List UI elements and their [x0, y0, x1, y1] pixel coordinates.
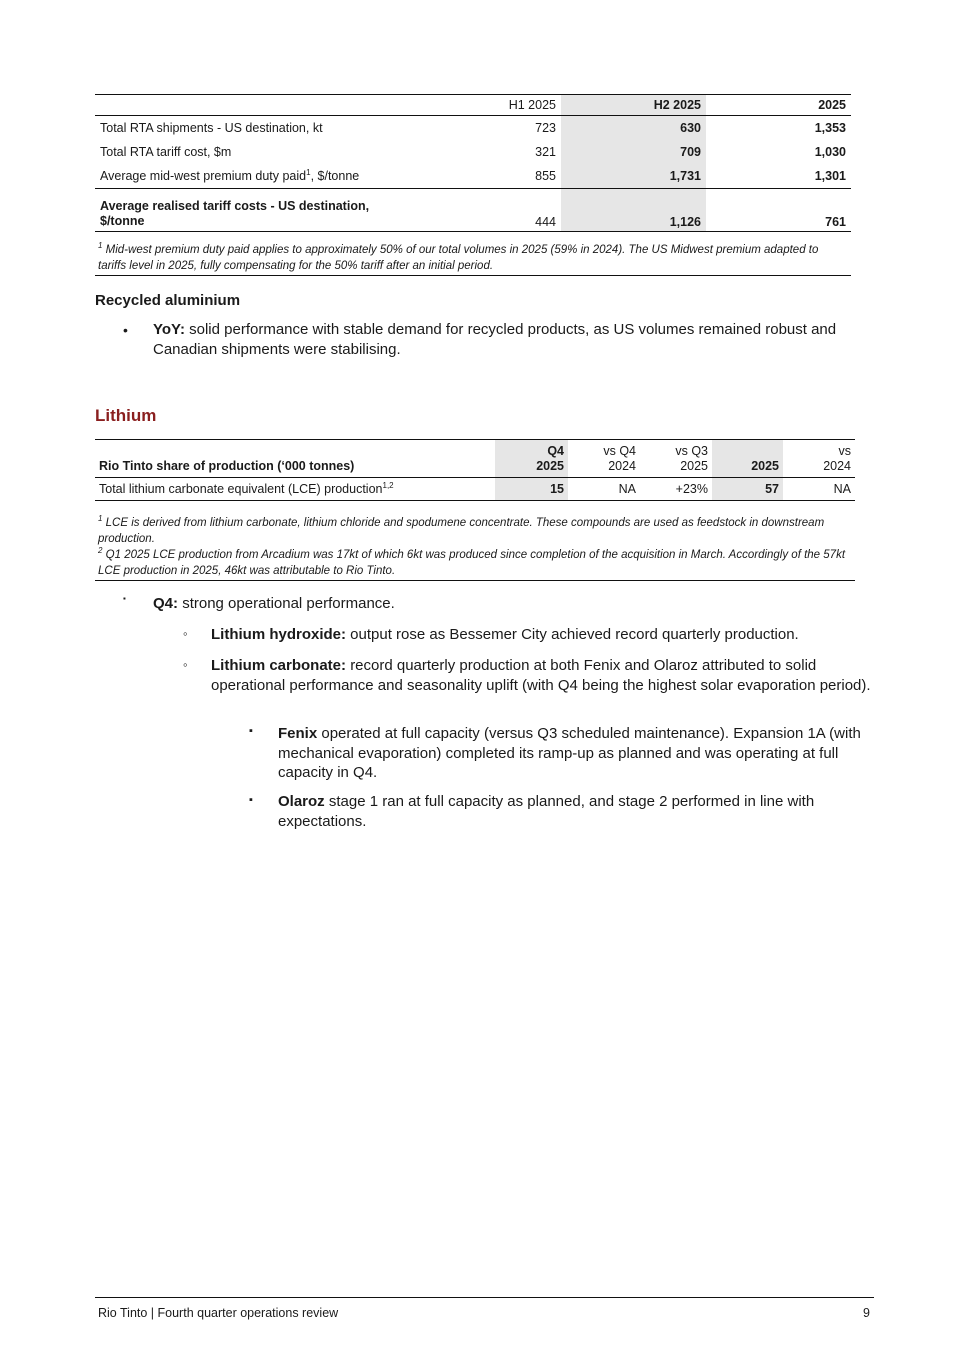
col-line2: 2025: [536, 459, 564, 473]
cell-vs-2024: NA: [783, 478, 855, 501]
row-label-line1: Average realised tariff costs - US destination,: [100, 199, 370, 213]
item-label: Lithium carbonate:: [211, 657, 347, 674]
tariff-footnote: [95, 232, 851, 276]
tariff-header-h2: H2 2025: [561, 95, 706, 116]
item-text: record quarterly production at both Fenix and Olaroz attributed to solid operational performance and seasonality uplift (with Q4 being the highest solar evaporation period).: [211, 657, 871, 694]
col-line2: 2024: [608, 459, 636, 473]
lithium-header-row: [95, 440, 855, 478]
row-label: [95, 189, 415, 232]
sub-bullet-marker: ◦: [183, 626, 188, 641]
cell-vs-q4-2024: NA: [568, 478, 640, 501]
tariff-table: [95, 94, 851, 276]
lithium-footnotes: [95, 515, 855, 581]
col-line2: 2025: [751, 459, 779, 473]
item-label: Lithium hydroxide:: [211, 626, 346, 643]
table-row: [95, 189, 851, 232]
cell-h2: 630: [561, 116, 706, 141]
olaroz-item: [278, 792, 873, 831]
row-label: [95, 164, 415, 189]
col-vs-2024: [783, 440, 855, 478]
footnote-ref: 1: [306, 167, 311, 177]
cell-h2: 1,731: [561, 164, 706, 189]
footnote-2: [98, 547, 852, 579]
cell-2025: 57: [712, 478, 783, 501]
cell-vs-q3-2025: +23%: [640, 478, 712, 501]
col-vs-q4-2024: [568, 440, 640, 478]
col-line2: 2025: [680, 459, 708, 473]
cell-fy: 1,353: [814, 121, 846, 135]
col-line1: vs Q3: [675, 444, 708, 458]
item-label: Olaroz: [278, 793, 325, 810]
item-text: stage 1 ran at full capacity as planned, and stage 2 performed in line with expectations.: [278, 793, 815, 830]
sub-sub-bullet-marker: ▪: [249, 725, 253, 737]
item-text: output rose as Bessemer City achieved record quarterly production.: [350, 626, 799, 643]
footnote-text: LCE is derived from lithium carbonate, lithium chloride and spodumene concentrate. These compounds are used as feedstock in downstream production.: [98, 517, 825, 545]
item-label: Q4:: [153, 595, 179, 612]
lithium-table-grid: [95, 439, 855, 501]
table-row: [95, 116, 851, 141]
item-label: Fenix: [278, 725, 318, 742]
bullet-marker: •: [123, 322, 128, 338]
lithium-row-header: Rio Tinto share of production (‘000 tonnes): [95, 440, 495, 478]
cell-fy: 1,301: [814, 169, 846, 183]
recycled-item: [153, 320, 868, 359]
item-text: operated at full capacity (versus Q3 scheduled maintenance). Expansion 1A (with mechanical evaporation) completed its ramp-up as planned and was operating at full capacity in Q4.: [278, 725, 861, 781]
table-row: [95, 478, 855, 501]
cell-h1: 723: [535, 121, 556, 135]
q4-item: [153, 594, 868, 614]
row-label: [95, 478, 495, 501]
recycled-heading: Recycled aluminium: [95, 292, 241, 309]
col-line1: Q4: [547, 444, 564, 458]
tariff-table-grid: [95, 94, 851, 232]
item-text: solid performance with stable demand for recycled products, as US volumes remained robust and Canadian shipments were stabilising.: [153, 321, 837, 358]
carbonate-item: [211, 656, 871, 695]
col-2025: [712, 440, 783, 478]
item-label: YoY:: [153, 321, 185, 338]
footnote-1: [98, 515, 852, 547]
cell-h1: 321: [535, 145, 556, 159]
row-label: Total RTA tariff cost, $m: [100, 145, 232, 159]
row-label-unit: , $/tonne: [310, 169, 360, 183]
footnote-ref: 1,2: [382, 480, 394, 490]
row-label-text: Total lithium carbonate equivalent (LCE) production: [99, 482, 383, 496]
cell-h1: 855: [535, 169, 556, 183]
cell-fy: 1,030: [814, 145, 846, 159]
lithium-table: [95, 439, 855, 581]
row-label-line2: $/tonne: [100, 214, 145, 228]
page-number: 9: [863, 1306, 870, 1320]
bullet-marker: ▪: [123, 594, 126, 603]
cell-h1: 444: [415, 189, 561, 232]
tariff-header-row: [95, 95, 851, 116]
footer-title: Rio Tinto | Fourth quarter operations review: [98, 1306, 339, 1320]
sub-sub-bullet-marker: ▪: [249, 794, 253, 806]
cell-h2: 1,126: [561, 189, 706, 232]
tariff-header-label: [95, 95, 415, 116]
footnote-number: 1: [98, 241, 103, 251]
footnote-text: Q1 2025 LCE production from Arcadium was 17kt of which 6kt was produced since completion of the acquisition in March. Accordingly of the 57kt LCE production in 2025, 46kt was attributable to Rio Tinto.: [98, 549, 846, 577]
footer-divider: [95, 1297, 874, 1298]
row-label-text: Average mid-west premium duty paid: [100, 169, 307, 183]
cell-fy: 761: [706, 189, 851, 232]
sub-bullet-marker: ◦: [183, 657, 188, 672]
cell-h2: 709: [561, 140, 706, 164]
row-label: Total RTA shipments - US destination, kt: [100, 121, 323, 135]
table-row: [95, 164, 851, 189]
tariff-header-h1: H1 2025: [415, 95, 561, 116]
col-q4-2025: [495, 440, 568, 478]
footnote-number: 1: [98, 514, 103, 524]
col-line1: vs Q4: [603, 444, 636, 458]
col-vs-q3-2025: [640, 440, 712, 478]
item-text: strong operational performance.: [182, 595, 395, 612]
cell-q4-2025: 15: [495, 478, 568, 501]
tariff-header-fy: 2025: [706, 95, 851, 116]
hydroxide-item: [211, 625, 871, 645]
table-row: [95, 140, 851, 164]
footnote-text: Mid-west premium duty paid applies to approximately 50% of our total volumes in 2025 (59% in 2024). The US Midwest premium adapted to tariffs level in 2025, fully compensating for the 50% tariff after an initial period.: [98, 244, 819, 272]
lithium-heading: Lithium: [95, 406, 157, 425]
fenix-item: [278, 724, 873, 783]
footnote-number: 2: [98, 546, 103, 556]
col-line1: vs: [838, 444, 851, 458]
col-line2: 2024: [823, 459, 851, 473]
